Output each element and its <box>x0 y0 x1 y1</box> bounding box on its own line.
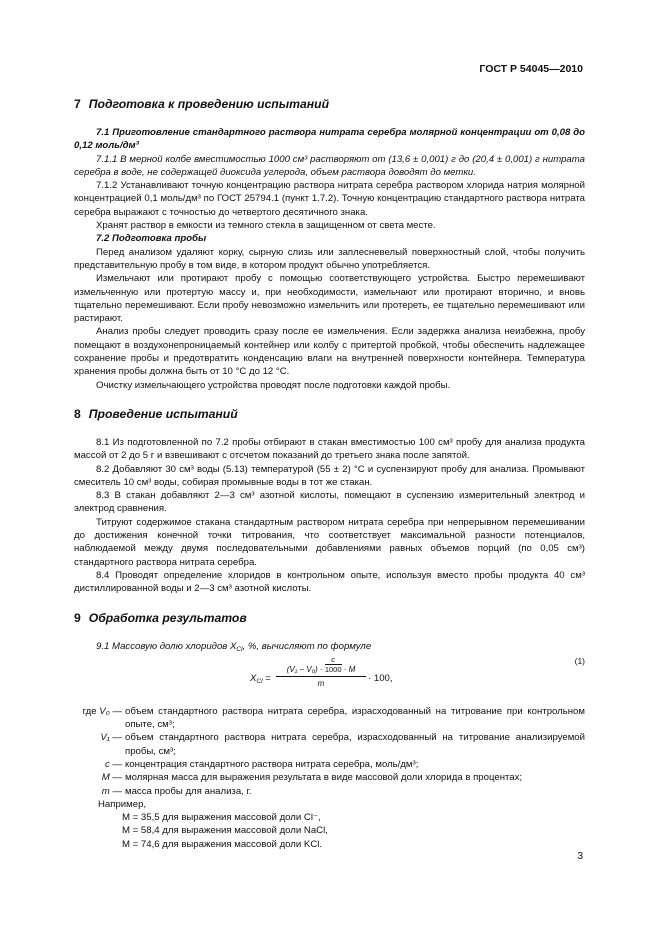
definition-symbol-cell <box>74 771 125 784</box>
definition-symbol: M — <box>101 772 122 784</box>
paragraph-9-1-text: 9.1 Массовую долю хлоридов X <box>96 640 237 652</box>
paragraph-8-4: 8.4 Проводят определение хлоридов в контрольном опыте, используя вместо пробы продукта 40 см³ дистиллированной воды и 2—3 см³ азотной кислоты. <box>74 569 585 595</box>
definition-row <box>74 758 585 771</box>
section-number: 9 <box>74 610 81 625</box>
section-number: 8 <box>74 406 81 421</box>
example-item: M = 58,4 для выражения массовой доли NaCl, <box>122 825 328 837</box>
where-label <box>74 705 125 732</box>
section-8-heading <box>74 406 585 422</box>
section-title: Проведение испытаний <box>88 406 238 421</box>
standard-header: ГОСТ Р 54045—2010 <box>479 63 583 75</box>
formula-denominator: m <box>317 678 325 688</box>
definition-text: молярная масса для выражения результата в виде массовой доли хлорида в процентах; <box>125 772 523 784</box>
formula-inner-denominator: 1000 <box>324 664 342 674</box>
definition-symbol: V₀ — <box>99 705 122 717</box>
subsection-7-2-heading: 7.2 Подготовка пробы <box>96 233 207 245</box>
paragraph-7-1-2: 7.1.2 Устанавливают точную концентрацию раствора нитрата серебра раствором хлорида натрия молярной концентрацией 0,1 моль/дм³ по ГОСТ 25794.1 (пункт 1.7.2). Точную концентрацию стандартного раствора нитрата серебра выражают с точностью до четвертого десятичного знака. <box>74 180 585 218</box>
formula-1 <box>74 653 585 703</box>
paragraph-7-1-1: 7.1.1 В мерной колбе вместимостью 1000 см³ растворяют от (13,6 ± 0,001) г до (20,4 ± 0,001) г нитрата серебра в воде, не содержащей диоксида углерода, объем раствора доводят до метки. <box>74 153 585 178</box>
paragraph-7-1-2-storage: Хранят раствор в емкости из темного стекла в защищенном от света месте. <box>96 220 436 232</box>
definition-row <box>74 731 585 758</box>
formula-inner-fraction <box>325 655 342 674</box>
definition-symbol: V₁ — <box>100 732 122 744</box>
section-7-heading <box>74 96 585 112</box>
variable-definitions <box>74 705 585 798</box>
paragraph-7-2-b: Измельчают или протирают пробу с помощью соответствующего устройства. Быстро перемешивают измельченную или протертую массу и, при необходимости, измельчают или протирают вторично, и вновь тщательно перемешивают. Если пробу невозможно измельчить или протереть, ее тщательно перемешивают или растирают. <box>74 273 585 325</box>
definition-symbol: m — <box>101 785 122 797</box>
definition-text: объем стандартного раствора нитрата серебра, израсходованный на титрование при контрольном опыте, см³; <box>125 705 585 731</box>
paragraph-8-2: 8.2 Добавляют 30 см³ воды (5.13) температурой (55 ± 2) °С и суспензируют пробу для анализа. Промывают смеситель 10 см³ воды, собирая промывные воды в тот же стакан. <box>74 463 585 488</box>
formula-fraction <box>276 655 366 689</box>
definition-symbol: c — <box>104 758 122 770</box>
paragraph-9-1-rest: , %, вычисляют по формуле <box>242 640 372 652</box>
page-content <box>74 96 585 851</box>
chloride-subscript: Cl <box>236 645 243 653</box>
page-number: 3 <box>577 851 583 862</box>
definition-text: масса пробы для анализа, г. <box>125 785 252 797</box>
example-item: M = 74,6 для выражения массовой доли KCl. <box>122 838 323 850</box>
paragraph-8-3-titration: Титруют содержимое стакана стандартным раствором нитрата серебра при непрерывном перемешивании до достижения конечной точки титрования, что соответствует максимальной разности потенциалов, наблюдаемой между двумя последовательными добавлениями равных объемов порций (по 0,05 см³) стандартного раствора нитрата серебра. <box>74 516 585 568</box>
subsection-7-1-heading: 7.1 Приготовление стандартного раствора нитрата серебра молярной концентрации от 0,08 до 0,12 моль/дм³ <box>74 127 585 152</box>
formula-numerator <box>276 655 366 675</box>
section-number: 7 <box>74 97 81 111</box>
paragraph-7-2-c: Анализ пробы следует проводить сразу после ее измельчения. Если задержка анализа неизбежна, пробу помещают в воздухонепроницаемый контейнер или колбу с притертой пробкой, чтобы обеспечить надлежащее сохранение пробы и предотвратить конденсацию влаги на внутренней поверхности контейнера. Температура хранения пробы должна быть от 10 °С до 12 °С. <box>74 326 585 378</box>
paragraph-8-3: 8.3 В стакан добавляют 2—3 см³ азотной кислоты, помещают в суспензию измерительный электрод и электрод сравнения. <box>74 490 585 515</box>
formula-molar-mass: · M <box>343 664 356 674</box>
formula-lhs <box>250 672 271 685</box>
section-title: Обработка результатов <box>88 610 247 625</box>
formula-inner-numerator: c <box>325 655 342 665</box>
definition-row <box>74 771 585 784</box>
definition-row <box>74 785 585 798</box>
formula-number: (1) <box>574 655 585 666</box>
definition-symbol-cell <box>74 731 125 758</box>
paragraph-7-2-d: Очистку измельчающего устройства проводят после подготовки каждой пробы. <box>96 379 451 391</box>
paragraph-8-1: 8.1 Из подготовленной по 7.2 пробы отбирают в стакан вместимостью 100 см³ пробу для анализа продукта массой от 2 до 5 г и взвешивают с отсчетом показаний до третьего знака после запятой. <box>74 436 585 462</box>
formula-fraction-bar <box>276 676 366 677</box>
definition-row <box>74 705 585 732</box>
paragraph-7-2-a: Перед анализом удаляют корку, сырную слизь или заплесневелый поверхностный слой, чтобы получить представительную пробу в том виде, в котором продукт обычно употребляется. <box>74 246 585 271</box>
example-item: M = 35,5 для выражения массовой доли Cl⁻, <box>122 812 321 824</box>
definition-text: концентрация стандартного раствора нитрата серебра, моль/дм³; <box>125 758 419 770</box>
definition-symbol-cell <box>74 758 125 771</box>
definition-text: объем стандартного раствора нитрата серебра, израсходованный на титрование анализируемой пробы, см³; <box>125 732 585 757</box>
formula-lhs-symbol: X <box>250 672 257 684</box>
formula-lhs-subscript: Cl <box>256 677 263 685</box>
example-list <box>122 811 585 851</box>
formula-rhs: · 100, <box>368 672 393 684</box>
paragraph-9-1 <box>74 640 585 653</box>
definition-symbol-cell <box>74 785 125 798</box>
example-intro: Например, <box>98 798 147 810</box>
where-word: где <box>82 705 97 717</box>
section-title: Подготовка к проведению испытаний <box>88 97 330 111</box>
section-9-heading <box>74 610 585 626</box>
formula-equals: = <box>265 672 271 684</box>
formula-volume-difference: (V₁ − V₀) · <box>286 664 323 674</box>
